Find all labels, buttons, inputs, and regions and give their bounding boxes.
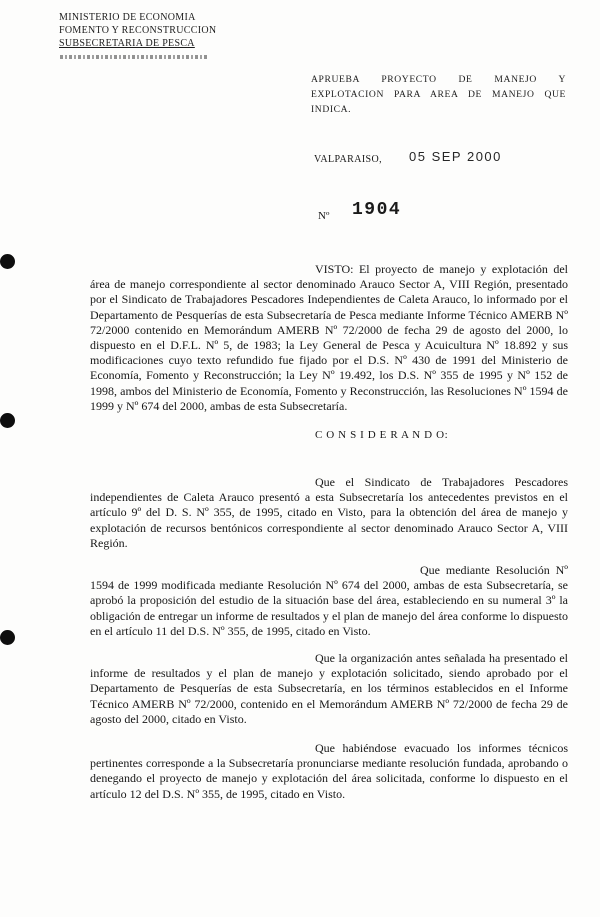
hole-punch — [0, 630, 15, 645]
considerando-paragraph: Que el Sindicato de Trabajadores Pescadores independientes de Caleta Arauco presentó a esta Subsecretaría los antecedentes previstos en el artículo 9º del D. S. Nº 355, de 1995, citado en Visto, para la obtención del área de manejo y explotación de recursos bentónicos correspondiente al sector denominado Arauco Sector A, VIII Región. — [90, 475, 568, 550]
visto-paragraph: VISTO: El proyecto de manejo y explotación del área de manejo correspondiente al sector denominado Arauco Sector A, VIII Región, presentado por el Sindicato de Trabajadores Pescadores Independientes de Caleta Arauco, lo informado por el Departamento de Pesquerías de esta Subsecretaría de Pesca mediante Informe Técnico AMERB Nº 72/2000 contenido en Memorándum AMERB Nº 72/2000 de fecha 29 de agosto del 2000, lo dispuesto en el D.F.L. Nº 5, de 1983; la Ley General de Pesca y Acuicultura Nº 18.892 y sus modificaciones cuyo texto refundido fue fijado por el D.S. Nº 430 de 1991 del Ministerio de Economía, Fomento y Reconstrucción; la Ley Nº 19.492, los D.S. Nº 355 de 1995 y Nº 152 de 1998, ambos del Ministerio de Economía, Fomento y Reconstrucción, las Resoluciones Nº 1594 de 1999 y Nº 674 del 2000, ambas de esta Subsecretaría. — [90, 262, 568, 413]
hole-punch — [0, 413, 15, 428]
resolution-number: 1904 — [352, 200, 402, 220]
resolution-number-label: Nº — [318, 210, 330, 222]
considerando-heading: C O N S I D E R A N D O: — [315, 429, 449, 442]
date-stamp: 05 SEP 2000 — [409, 149, 502, 164]
resolution-title — [311, 72, 566, 117]
letterhead-contact-line-scan — [60, 55, 208, 59]
considerando-paragraph: Que la organización antes señalada ha presentado el informe de resultados y el plan de manejo y explotación solicitado, siendo aprobado por el Departamento de Pesquerías de esta Subsecretaría, en los términos establecidos en el Informe Técnico AMERB Nº 72/2000, contenido en el Memorándum AMERB Nº 72/2000 de fecha 29 de agosto del 2000, citado en Visto. — [90, 651, 568, 726]
letterhead-subsecretariat: SUBSECRETARIA DE PESCA — [59, 38, 195, 49]
title-line: APRUEBA PROYECTO DE MANEJO Y — [311, 74, 566, 85]
dateline-place: VALPARAISO, — [314, 154, 383, 165]
considerando-paragraph: Que habiéndose evacuado los informes técnicos pertinentes corresponde a la Subsecretaría pronunciarse mediante resolución fundada, aprobando o denegando el proyecto de manejo y explotación del área solicitada, conforme lo dispuesto en el artículo 12 del D.S. Nº 355, de 1995, citado en Visto. — [90, 741, 568, 801]
title-line: EXPLOTACION PARA AREA DE MANEJO QUE — [311, 89, 566, 100]
letterhead-ministry: MINISTERIO DE ECONOMIA — [59, 12, 196, 23]
document-body — [90, 262, 568, 802]
considerando-paragraph: Que mediante Resolución Nº 1594 de 1999 modificada mediante Resolución Nº 674 del 2000, ambas de esta Subsecretaría, se aprobó la proposición del estudio de la situación base del área, estableciendo en su numeral 3º la obligación de entregar un informe de resultados y el plan de manejo del área conforme lo dispuesto en el artículo 11 del D.S. Nº 355, de 1995, citado en Visto. — [90, 563, 568, 638]
title-line: INDICA. — [311, 104, 352, 115]
letterhead-ministry-division: FOMENTO Y RECONSTRUCCION — [59, 25, 217, 36]
hole-punch — [0, 254, 15, 269]
